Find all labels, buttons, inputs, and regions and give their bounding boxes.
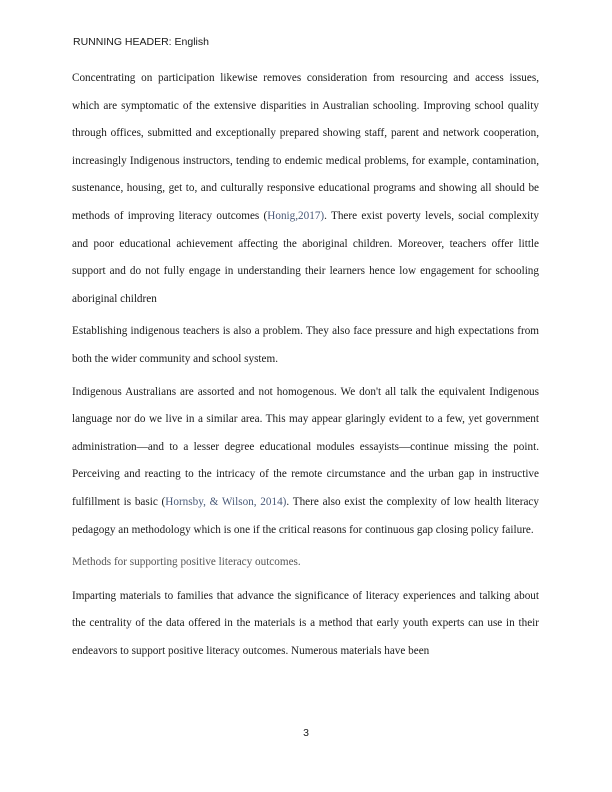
paragraph-indigenous-australians [72,379,539,545]
page-number: 3 [303,727,309,739]
document-body [72,65,539,670]
section-heading: Methods for supporting positive literacy outcomes. [72,556,301,569]
running-header: RUNNING HEADER: English [73,36,209,48]
paragraph-indigenous-australians-text: Indigenous Australians are assorted and not homogenous. We don't all talk the equivalent Indigenous language nor do we live in a similar area. This may appear glaringly evident to a few, yet government administration—and to a lesser degree educational modules essayists—continue missing the point. Perceiving and reacting to the intricacy of the remote circumstance and the urban gap in instructive fulfillment is basic ( [72,385,539,508]
paragraph-participation-text: Concentrating on participation likewise removes consideration from resourcing and access issues, which are symptomatic of the extensive disparities in Australian schooling. Improving school quality through offices, submitted and exceptionally prepared showing staff, parent and network cooperation, increasingly Indigenous instructors, tending to endemic medical problems, for example, contamination, sustenance, housing, get to, and culturally responsive educational programs and showing all should be methods of improving literacy outcomes ( [72,72,539,222]
paragraph-participation-end: . There exist poverty levels, social complexity and poor educational achievement affecting the aboriginal children. Moreover, teachers offer little support and do not fully engage in understanding their learners hence low engagement for schooling aboriginal children [72,209,539,305]
paragraph-participation [72,65,539,313]
citation-honig: Honig,2017) [267,209,325,222]
paragraph-imparting-materials: Imparting materials to families that advance the significance of literacy experiences and talking about the centrality of the data offered in the materials is a method that early youth experts can use in their endeavors to support positive literacy outcomes. Numerous materials have been [72,589,539,657]
citation-hornsby-wilson: Hornsby, & Wilson, 2014) [165,495,287,508]
paragraph-indigenous-teachers: Establishing indigenous teachers is also a problem. They also face pressure and high expectations from both the wider community and school system. [72,325,539,365]
paragraph-indigenous-australians-end: . There also exist the complexity of low health literacy pedagogy an methodology which is one if the critical reasons for continuous gap closing policy failure. [72,495,539,536]
